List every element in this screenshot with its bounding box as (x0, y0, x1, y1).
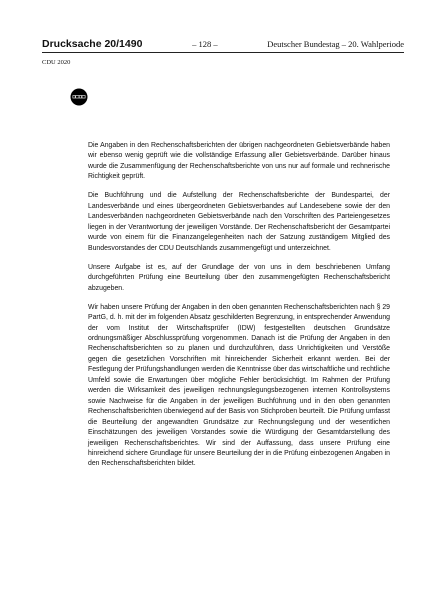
publisher-line: Deutscher Bundestag – 20. Wahlperiode (267, 39, 404, 49)
paragraph-2: Die Buchführung und die Aufstellung der Rechenschaftsberichte der Bundespartei, der Landesverbände und eines übergeordneten Gebietsverbandes auf Landesebene sowie der den Landesverbänden nachgeordneten Gebietsverbände nach den Vorschriften des Parteiengesetzes liegen in der Verantwortung der jeweiligen Vorstände. Der Rechenschaftsbericht der Gesamtpartei wurde von einem für die Finanzangelegenheiten nach der Satzung zuständigem Mitglied des Bundesvorstandes der CDU Deutschlands zusammengefügt und unterzeichnet. (88, 192, 390, 252)
document-body (88, 141, 390, 479)
paragraph-3: Unsere Aufgabe ist es, auf der Grundlage der von uns in dem beschriebenen Umfang durchgeführten Prüfung eine Beurteilung über den zusammengefügten Rechenschaftsbericht abzugeben. (88, 263, 390, 292)
section-label: CDU 2020 (42, 59, 71, 66)
paragraph-1: Die Angaben in den Rechenschaftsberichten der übrigen nachgeordneten Gebietsverbände haben wir ebenso wenig geprüft wie die vollständige Erfassung aller Gebietsverbände. Darüber hinaus wurde die Zusammenfügung der Rechenschaftsberichte von uns nur auf formale und rechnerische Richtigkeit geprüft. (88, 142, 390, 181)
page-number: – 128 – (192, 39, 218, 49)
document-number: Drucksache 20/1490 (42, 38, 143, 50)
paragraph-4: Wir haben unsere Prüfung der Angaben in den oben genannten Rechenschaftsberichten nach § 29 PartG, d. h. mit der im folgenden Absatz geschilderten Begrenzung, in entsprechender Anwendung der vom Institut der Wirtschaftsprüfer (IDW) festgestellten deutschen Grundsätze ordnungsmäßiger Abschlussprüfung vorgenommen. Danach ist die Prüfung der Angaben in den Rechenschaftsberichten so zu planen und durchzuführen, dass Unrichtigkeiten und Verstöße gegen die gesetzlichen Vorschriften mit hinreichender Sicherheit erkannt werden. Bei der Festlegung der Prüfungshandlungen werden die Kenntnisse über das wirtschaftliche und rechtliche Umfeld sowie die Erwartungen über mögliche Fehler berücksichtigt. Im Rahmen der Prüfung werden die Wirksamkeit des jeweiligen rechnungslegungsbezogenen internen Kontrollsystems sowie Nachweise für die Angaben in der jeweiligen Buchführung und in den oben genannten Rechenschaftsberichten überwiegend auf der Basis von Stichproben beurteilt. Die Prüfung umfasst die Beurteilung der angewandten Grundsätze zur Rechnungslegung und der wesentlichen Einschätzungen des jeweiligen Vorstandes sowie die Würdigung der Gesamtdarstellung des jeweiligen Rechenschaftsberichtes. Wir sind der Auffassung, dass unsere Prüfung eine hinreichend sichere Grundlage für unsere Beurteilung der in die Prüfung einbezogenen Angaben in den Rechenschaftsberichten bildet. (88, 303, 390, 468)
header-rule (42, 52, 404, 53)
cdu-logo-icon (70, 88, 88, 106)
